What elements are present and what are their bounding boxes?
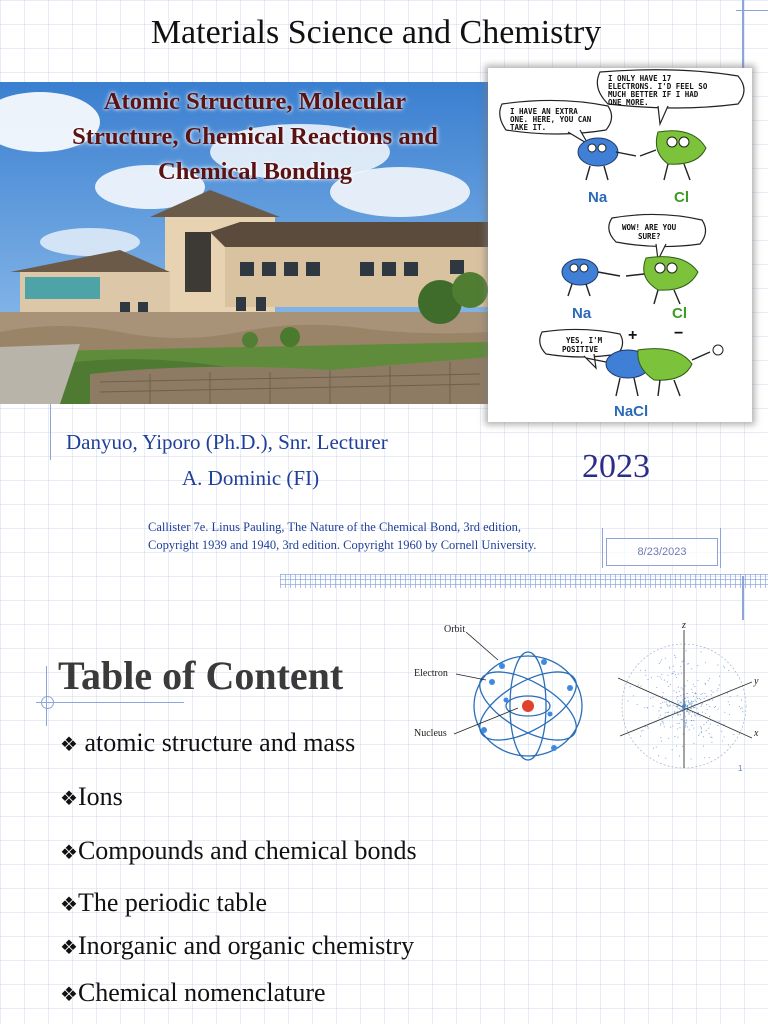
diamond-bullet-icon: ❖ <box>60 935 78 959</box>
page-number: 1 <box>738 764 743 773</box>
crosshair-circle-icon <box>41 696 54 709</box>
frame-line-date-right <box>720 528 721 568</box>
bubble-wow-line-1: WOW! ARE YOU <box>622 223 677 232</box>
chlorine-character-1 <box>640 131 706 180</box>
diamond-bullet-icon: ❖ <box>60 982 78 1006</box>
chlorine-character-2 <box>626 257 698 304</box>
toc-item-5 <box>60 931 414 961</box>
slide-divider-stripe <box>280 574 768 588</box>
label-nacl: NaCl <box>614 403 649 420</box>
bubble-na-line-2: ONE. HERE, YOU CAN <box>510 115 592 124</box>
photo-caption-line-2: Structure, Chemical Reactions and <box>72 123 438 150</box>
photo-caption-line-3: Chemical Bonding <box>158 158 352 185</box>
electron-cloud-figure <box>612 618 768 778</box>
citation-line-2: Copyright 1939 and 1940, 3rd edition. Copyright 1960 by Cornell University. <box>148 538 537 552</box>
label-cl-2: Cl <box>672 305 687 322</box>
toc-title-underline <box>36 702 184 703</box>
slide-title: Materials Science and Chemistry <box>150 14 602 51</box>
axis-y-label: y <box>754 676 759 687</box>
bubble-cl-line-2: ELECTRONS. I'D FEEL SO <box>608 82 708 91</box>
plus-sign: + <box>628 327 638 344</box>
nacl-cartoon <box>488 68 752 422</box>
frame-line-right-lower <box>742 576 744 620</box>
toc-item-3-text: Compounds and chemical bonds <box>77 836 417 865</box>
bubble-cl-line-4: ONE MORE. <box>608 98 649 107</box>
bubble-cl-line-1: I ONLY HAVE 17 <box>608 74 672 83</box>
date-box: 8/23/2023 <box>606 538 718 566</box>
bubble-na-line-3: TAKE IT. <box>510 123 547 132</box>
toc-item-1 <box>60 728 355 758</box>
speech-bubble-wow <box>609 214 706 260</box>
minus-sign: − <box>674 325 684 342</box>
toc-item-2 <box>60 782 123 812</box>
photo-caption <box>20 84 490 189</box>
label-na-1: Na <box>588 189 608 206</box>
bubble-cl-line-3: MUCH BETTER IF I HAD <box>608 90 699 99</box>
citation <box>148 518 618 554</box>
sodium-character-1 <box>578 138 636 180</box>
toc-item-3 <box>60 836 417 866</box>
photo-caption-line-1: Atomic Structure, Molecular <box>103 88 407 115</box>
nucleus-label: Nucleus <box>414 728 447 739</box>
toc-item-6 <box>60 978 326 1008</box>
toc-item-6-text: Chemical nomenclature <box>77 978 326 1007</box>
label-na-2: Na <box>572 305 592 322</box>
diamond-bullet-icon: ❖ <box>60 892 78 916</box>
bubble-yes-line-2: POSITIVE <box>562 345 599 354</box>
author-line-2: A. Dominic (FI) <box>182 466 320 490</box>
orbit-label: Orbit <box>444 624 466 635</box>
bubble-na-line-1: I HAVE AN EXTRA <box>510 107 578 116</box>
speech-bubble-cl <box>597 70 744 124</box>
frame-line-top <box>736 10 768 11</box>
axis-z-label: z <box>682 620 686 631</box>
diamond-bullet-icon: ❖ <box>60 732 78 756</box>
frame-line-date-left <box>602 528 603 568</box>
sodium-character-2 <box>562 259 620 296</box>
diamond-bullet-icon: ❖ <box>60 786 78 810</box>
toc-item-4 <box>60 888 267 918</box>
toc-item-5-text: Inorganic and organic chemistry <box>77 931 415 960</box>
speech-bubble-na <box>500 100 612 144</box>
citation-line-1: Callister 7e. Linus Pauling, The Nature of the Chemical Bond, 3rd edition, <box>148 520 521 534</box>
toc-item-4-text: The periodic table <box>77 888 268 917</box>
frame-line-left-short <box>50 404 51 460</box>
bohr-atom-figure <box>410 618 600 764</box>
toc-item-2-text: Ions <box>77 782 123 811</box>
bubble-yes-line-1: YES, I'M <box>566 336 603 345</box>
electron-label: Electron <box>414 668 448 679</box>
bubble-wow-line-2: SURE? <box>638 232 661 241</box>
frame-line-toc-vertical <box>46 666 47 726</box>
diamond-bullet-icon: ❖ <box>60 840 78 864</box>
presentation-year: 2023 <box>582 448 650 485</box>
axis-x-label: x <box>754 728 759 739</box>
label-cl-1: Cl <box>674 189 689 206</box>
toc-item-1-text: atomic structure and mass <box>77 728 356 757</box>
toc-title: Table of Content <box>58 653 344 698</box>
author-line-1: Danyuo, Yiporo (Ph.D.), Snr. Lecturer <box>66 430 388 454</box>
